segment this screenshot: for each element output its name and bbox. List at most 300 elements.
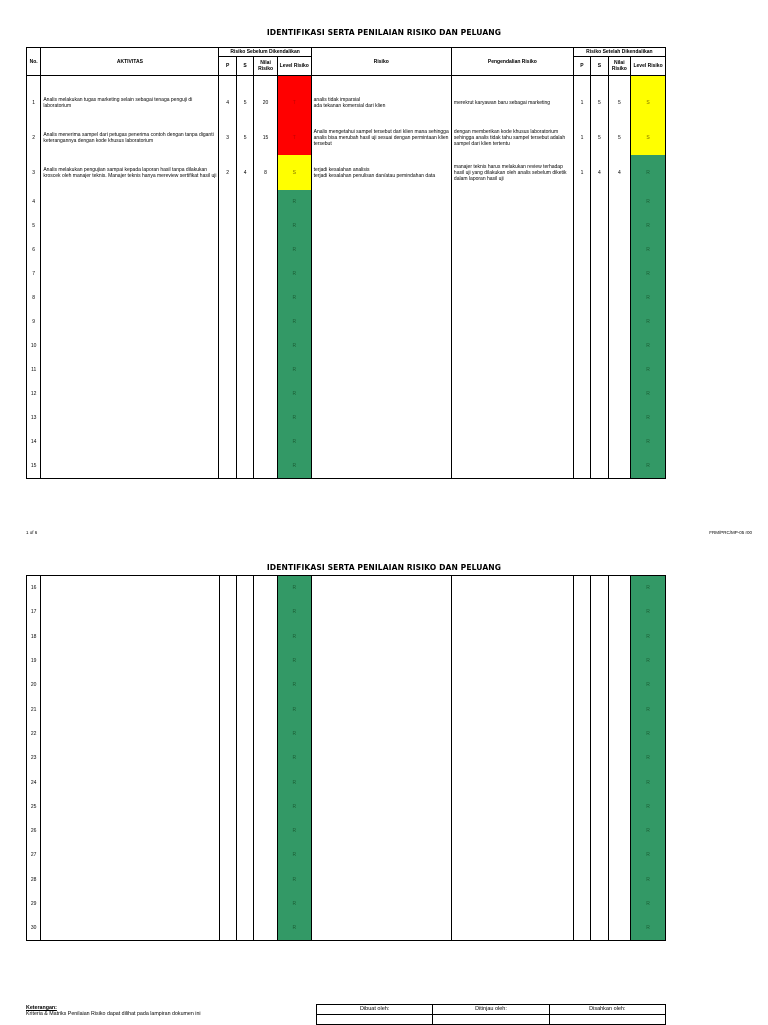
cell-risiko: terjadi kesalahan analisis terjadi kesalahan penulisan dan/atau pemindahan data (311, 155, 451, 190)
header-pengendalian: Pengendalian Risiko (451, 48, 573, 76)
row-number: 29 (27, 892, 41, 916)
cell-p-after (573, 697, 590, 721)
cell-p-after: 1 (573, 76, 590, 121)
cell-risiko (311, 310, 451, 334)
cell-aktivitas (41, 746, 219, 770)
cell-risiko (311, 795, 451, 819)
cell-nilai (254, 649, 278, 673)
cell-s-after (591, 406, 608, 430)
header-nilai-after: Nilai Risiko (608, 57, 631, 76)
cell-level: R (277, 382, 311, 406)
row-number: 14 (27, 430, 41, 454)
row-number: 10 (27, 334, 41, 358)
risk-table-page-1 (26, 47, 666, 479)
cell-aktivitas (41, 916, 219, 941)
cell-pengendalian (451, 819, 573, 843)
cell-s-after (591, 190, 608, 214)
cell-p-after (573, 454, 590, 479)
table-row (27, 358, 666, 382)
cell-nilai (254, 454, 278, 479)
cell-s-after: 5 (591, 120, 608, 155)
cell-level: R (277, 406, 311, 430)
signature-box-ditinjau (433, 1015, 549, 1025)
cell-pengendalian (451, 454, 573, 479)
cell-s-after (591, 214, 608, 238)
cell-p: 3 (219, 120, 236, 155)
cell-s: 5 (236, 120, 253, 155)
cell-s-after: 5 (591, 76, 608, 121)
table-row (27, 310, 666, 334)
cell-p (219, 382, 236, 406)
row-number: 13 (27, 406, 41, 430)
cell-nilai-after (608, 770, 631, 794)
cell-nilai-after: 5 (608, 120, 631, 155)
cell-aktivitas (41, 358, 219, 382)
cell-level: R (277, 795, 311, 819)
cell-s (236, 334, 253, 358)
cell-s (236, 454, 253, 479)
cell-s (236, 576, 253, 601)
cell-s-after (591, 625, 608, 649)
cell-level: R (277, 262, 311, 286)
table-row (27, 406, 666, 430)
table-row (27, 262, 666, 286)
cell-s-after (591, 430, 608, 454)
cell-p (219, 892, 236, 916)
row-number: 24 (27, 770, 41, 794)
cell-nilai: 20 (254, 76, 278, 121)
cell-level-after: R (631, 406, 666, 430)
signature-table (316, 1004, 666, 1025)
cell-risiko (311, 190, 451, 214)
cell-s-after (591, 843, 608, 867)
cell-level-after: R (631, 382, 666, 406)
cell-nilai-after (608, 697, 631, 721)
table-row (27, 892, 666, 916)
cell-s (236, 868, 253, 892)
cell-pengendalian (451, 238, 573, 262)
page-title-2: IDENTIFIKASI SERTA PENILAIAN RISIKO DAN PELUANG (266, 563, 502, 572)
cell-nilai (254, 697, 278, 721)
cell-level-after: R (631, 286, 666, 310)
cell-s (236, 600, 253, 624)
cell-level: R (277, 334, 311, 358)
cell-risiko (311, 454, 451, 479)
cell-p (219, 238, 236, 262)
cell-level-after: R (631, 214, 666, 238)
cell-p (219, 454, 236, 479)
cell-aktivitas (41, 868, 219, 892)
cell-pengendalian (451, 406, 573, 430)
cell-level: R (277, 770, 311, 794)
cell-p (219, 843, 236, 867)
cell-level-after: R (631, 697, 666, 721)
row-number: 21 (27, 697, 41, 721)
cell-aktivitas (41, 382, 219, 406)
cell-pengendalian: dengan memberikan kode khusus laboratorium sehingga analis tidak tahu sampel tersebut adalah sampel dari klien tertentu (451, 120, 573, 155)
cell-aktivitas (41, 576, 219, 601)
table-row (27, 916, 666, 941)
cell-nilai (254, 286, 278, 310)
cell-pengendalian (451, 286, 573, 310)
cell-pengendalian (451, 262, 573, 286)
header-after-group: Risiko Setelah Dikendalikan (573, 48, 665, 57)
table-row (27, 722, 666, 746)
cell-nilai (254, 746, 278, 770)
cell-nilai (254, 892, 278, 916)
cell-nilai (254, 262, 278, 286)
cell-nilai-after (608, 310, 631, 334)
cell-pengendalian (451, 722, 573, 746)
cell-s-after (591, 746, 608, 770)
cell-aktivitas (41, 430, 219, 454)
cell-s (236, 916, 253, 941)
header-s-after: S (591, 57, 608, 76)
cell-s-after (591, 892, 608, 916)
cell-s-after (591, 600, 608, 624)
cell-level-after: R (631, 625, 666, 649)
cell-aktivitas (41, 262, 219, 286)
cell-aktivitas (41, 600, 219, 624)
signature-disahkan: Disahkan oleh: (549, 1005, 665, 1015)
cell-aktivitas (41, 286, 219, 310)
cell-aktivitas: Analis melakukan tugas marketing selain sebagai tenaga penguji di laboratorium (41, 76, 219, 121)
cell-level-after: R (631, 892, 666, 916)
cell-p-after (573, 286, 590, 310)
row-number: 30 (27, 916, 41, 941)
cell-p-after: 1 (573, 120, 590, 155)
table-row (27, 673, 666, 697)
cell-level: R (277, 916, 311, 941)
cell-aktivitas (41, 892, 219, 916)
cell-s (236, 770, 253, 794)
table-row (27, 454, 666, 479)
cell-nilai (254, 673, 278, 697)
cell-level-after: R (631, 430, 666, 454)
cell-nilai-after (608, 454, 631, 479)
cell-pengendalian (451, 649, 573, 673)
row-number: 11 (27, 358, 41, 382)
header-aktivitas: AKTIVITAS (41, 48, 219, 76)
table-row (27, 155, 666, 190)
table-row (27, 76, 666, 121)
cell-s-after (591, 286, 608, 310)
cell-p (219, 310, 236, 334)
cell-level: R (277, 238, 311, 262)
signature-box-disahkan (549, 1015, 665, 1025)
cell-risiko (311, 334, 451, 358)
cell-aktivitas (41, 697, 219, 721)
row-number: 26 (27, 819, 41, 843)
cell-s-after (591, 310, 608, 334)
table-row (27, 214, 666, 238)
cell-pengendalian (451, 843, 573, 867)
cell-nilai-after (608, 819, 631, 843)
cell-risiko (311, 382, 451, 406)
cell-s-after (591, 868, 608, 892)
table-row (27, 600, 666, 624)
cell-level-after: R (631, 722, 666, 746)
cell-s (236, 819, 253, 843)
cell-level-after: R (631, 916, 666, 941)
cell-level-after: R (631, 310, 666, 334)
cell-p-after (573, 843, 590, 867)
cell-level: R (277, 214, 311, 238)
cell-s-after: 4 (591, 155, 608, 190)
cell-risiko (311, 358, 451, 382)
cell-s-after (591, 722, 608, 746)
header-before-group: Risiko Sebelum Dikendalikan (219, 48, 311, 57)
notes-heading: Keterangan: (26, 1005, 57, 1011)
cell-nilai-after (608, 406, 631, 430)
cell-risiko (311, 214, 451, 238)
risk-table-page-2 (26, 575, 666, 941)
cell-aktivitas (41, 214, 219, 238)
cell-p (219, 649, 236, 673)
cell-risiko (311, 576, 451, 601)
cell-p-after (573, 819, 590, 843)
cell-risiko: analis tidak imparsial ada tekanan komersial dari klien (311, 76, 451, 121)
cell-p (219, 430, 236, 454)
table-row (27, 190, 666, 214)
cell-nilai-after (608, 190, 631, 214)
cell-pengendalian (451, 214, 573, 238)
cell-s (236, 746, 253, 770)
table-row (27, 334, 666, 358)
cell-s (236, 238, 253, 262)
row-number: 19 (27, 649, 41, 673)
cell-s (236, 358, 253, 382)
cell-s (236, 406, 253, 430)
table-row (27, 795, 666, 819)
cell-pengendalian (451, 673, 573, 697)
cell-p-after (573, 892, 590, 916)
table-row (27, 649, 666, 673)
cell-s-after (591, 916, 608, 941)
cell-nilai-after (608, 382, 631, 406)
row-number: 9 (27, 310, 41, 334)
cell-p-after (573, 238, 590, 262)
cell-s-after (591, 454, 608, 479)
cell-p-after (573, 358, 590, 382)
cell-pengendalian (451, 358, 573, 382)
cell-pengendalian (451, 430, 573, 454)
cell-risiko (311, 722, 451, 746)
cell-s (236, 795, 253, 819)
cell-nilai-after (608, 214, 631, 238)
cell-s (236, 382, 253, 406)
cell-level: R (277, 819, 311, 843)
cell-p (219, 214, 236, 238)
cell-risiko (311, 892, 451, 916)
cell-level-after: R (631, 746, 666, 770)
cell-nilai (254, 916, 278, 941)
cell-risiko (311, 868, 451, 892)
document-code: FRM/PRC/MP-05 r00 (709, 530, 752, 535)
cell-risiko (311, 600, 451, 624)
cell-level-after: R (631, 795, 666, 819)
cell-p (219, 190, 236, 214)
cell-level-after: R (631, 190, 666, 214)
cell-s-after (591, 382, 608, 406)
cell-nilai (254, 600, 278, 624)
signature-dibuat: Dibuat oleh: (317, 1005, 433, 1015)
cell-risiko (311, 673, 451, 697)
cell-p-after (573, 795, 590, 819)
cell-aktivitas (41, 795, 219, 819)
cell-nilai (254, 334, 278, 358)
row-number: 2 (27, 120, 41, 155)
cell-level: R (277, 358, 311, 382)
page-number: 1 of 6 (26, 530, 38, 535)
cell-s (236, 190, 253, 214)
cell-aktivitas (41, 770, 219, 794)
cell-level: R (277, 746, 311, 770)
cell-p (219, 576, 236, 601)
cell-aktivitas: Analis menerima sampel dari petugas penerima contoh dengan tanpa diganti keterangannya dengan kode khusus laboratorium (41, 120, 219, 155)
cell-nilai: 8 (254, 155, 278, 190)
cell-nilai (254, 358, 278, 382)
cell-s (236, 310, 253, 334)
cell-pengendalian (451, 190, 573, 214)
cell-level: R (277, 600, 311, 624)
cell-pengendalian (451, 625, 573, 649)
cell-nilai-after (608, 916, 631, 941)
cell-p (219, 697, 236, 721)
cell-aktivitas (41, 238, 219, 262)
row-number: 16 (27, 576, 41, 601)
cell-pengendalian (451, 868, 573, 892)
cell-level-after: R (631, 576, 666, 601)
cell-nilai-after (608, 600, 631, 624)
cell-level-after: R (631, 262, 666, 286)
table-row (27, 625, 666, 649)
cell-nilai-after (608, 625, 631, 649)
table-row (27, 770, 666, 794)
header-level: Level Risiko (277, 57, 311, 76)
cell-aktivitas (41, 649, 219, 673)
cell-s: 4 (236, 155, 253, 190)
cell-p (219, 722, 236, 746)
cell-nilai-after (608, 576, 631, 601)
cell-aktivitas (41, 625, 219, 649)
cell-nilai (254, 382, 278, 406)
row-number: 20 (27, 673, 41, 697)
cell-level-after: R (631, 358, 666, 382)
cell-nilai (254, 310, 278, 334)
cell-risiko (311, 262, 451, 286)
cell-nilai (254, 795, 278, 819)
cell-aktivitas (41, 310, 219, 334)
row-number: 1 (27, 76, 41, 121)
cell-level: R (277, 625, 311, 649)
cell-nilai-after: 5 (608, 76, 631, 121)
cell-nilai (254, 238, 278, 262)
cell-pengendalian (451, 600, 573, 624)
cell-aktivitas (41, 843, 219, 867)
cell-p-after (573, 262, 590, 286)
header-p-after: P (573, 57, 590, 76)
cell-nilai (254, 190, 278, 214)
header-s: S (236, 57, 253, 76)
cell-level: R (277, 722, 311, 746)
cell-s-after (591, 649, 608, 673)
table-row (27, 382, 666, 406)
cell-aktivitas (41, 454, 219, 479)
cell-level: T (277, 76, 311, 121)
cell-p-after (573, 868, 590, 892)
cell-s (236, 892, 253, 916)
cell-p (219, 358, 236, 382)
cell-s (236, 649, 253, 673)
cell-p-after (573, 576, 590, 601)
cell-level: R (277, 649, 311, 673)
header-level-after: Level Risiko (631, 57, 666, 76)
row-number: 15 (27, 454, 41, 479)
cell-p (219, 286, 236, 310)
cell-p-after: 1 (573, 155, 590, 190)
cell-nilai: 15 (254, 120, 278, 155)
cell-risiko (311, 649, 451, 673)
cell-risiko (311, 819, 451, 843)
cell-s-after (591, 576, 608, 601)
cell-risiko (311, 625, 451, 649)
row-number: 4 (27, 190, 41, 214)
cell-aktivitas (41, 406, 219, 430)
cell-aktivitas (41, 190, 219, 214)
cell-s-after (591, 334, 608, 358)
cell-p (219, 262, 236, 286)
cell-nilai-after (608, 334, 631, 358)
cell-s-after (591, 262, 608, 286)
cell-pengendalian: merekrut karyawan baru sebagai marketing (451, 76, 573, 121)
cell-p: 2 (219, 155, 236, 190)
cell-nilai-after: 4 (608, 155, 631, 190)
cell-p (219, 819, 236, 843)
cell-nilai-after (608, 649, 631, 673)
cell-level: R (277, 892, 311, 916)
signature-box-dibuat (317, 1015, 433, 1025)
row-number: 23 (27, 746, 41, 770)
cell-p-after (573, 406, 590, 430)
cell-risiko (311, 238, 451, 262)
cell-nilai-after (608, 746, 631, 770)
cell-p-after (573, 916, 590, 941)
header-p: P (219, 57, 236, 76)
cell-nilai (254, 819, 278, 843)
cell-aktivitas (41, 819, 219, 843)
cell-p-after (573, 334, 590, 358)
cell-s (236, 286, 253, 310)
cell-p (219, 673, 236, 697)
cell-p-after (573, 430, 590, 454)
cell-pengendalian (451, 916, 573, 941)
cell-level-after: R (631, 649, 666, 673)
cell-pengendalian: manajer teknis harus melakukan review terhadap hasil uji yang dilakukan oleh analis sebelum diketik dalam laporan hasil uji (451, 155, 573, 190)
cell-level: R (277, 430, 311, 454)
cell-nilai (254, 843, 278, 867)
cell-p-after (573, 746, 590, 770)
cell-s (236, 430, 253, 454)
row-number: 5 (27, 214, 41, 238)
cell-risiko (311, 746, 451, 770)
cell-nilai-after (608, 358, 631, 382)
cell-nilai-after (608, 843, 631, 867)
cell-level-after: R (631, 819, 666, 843)
table-row (27, 746, 666, 770)
cell-pengendalian (451, 892, 573, 916)
cell-pengendalian (451, 576, 573, 601)
